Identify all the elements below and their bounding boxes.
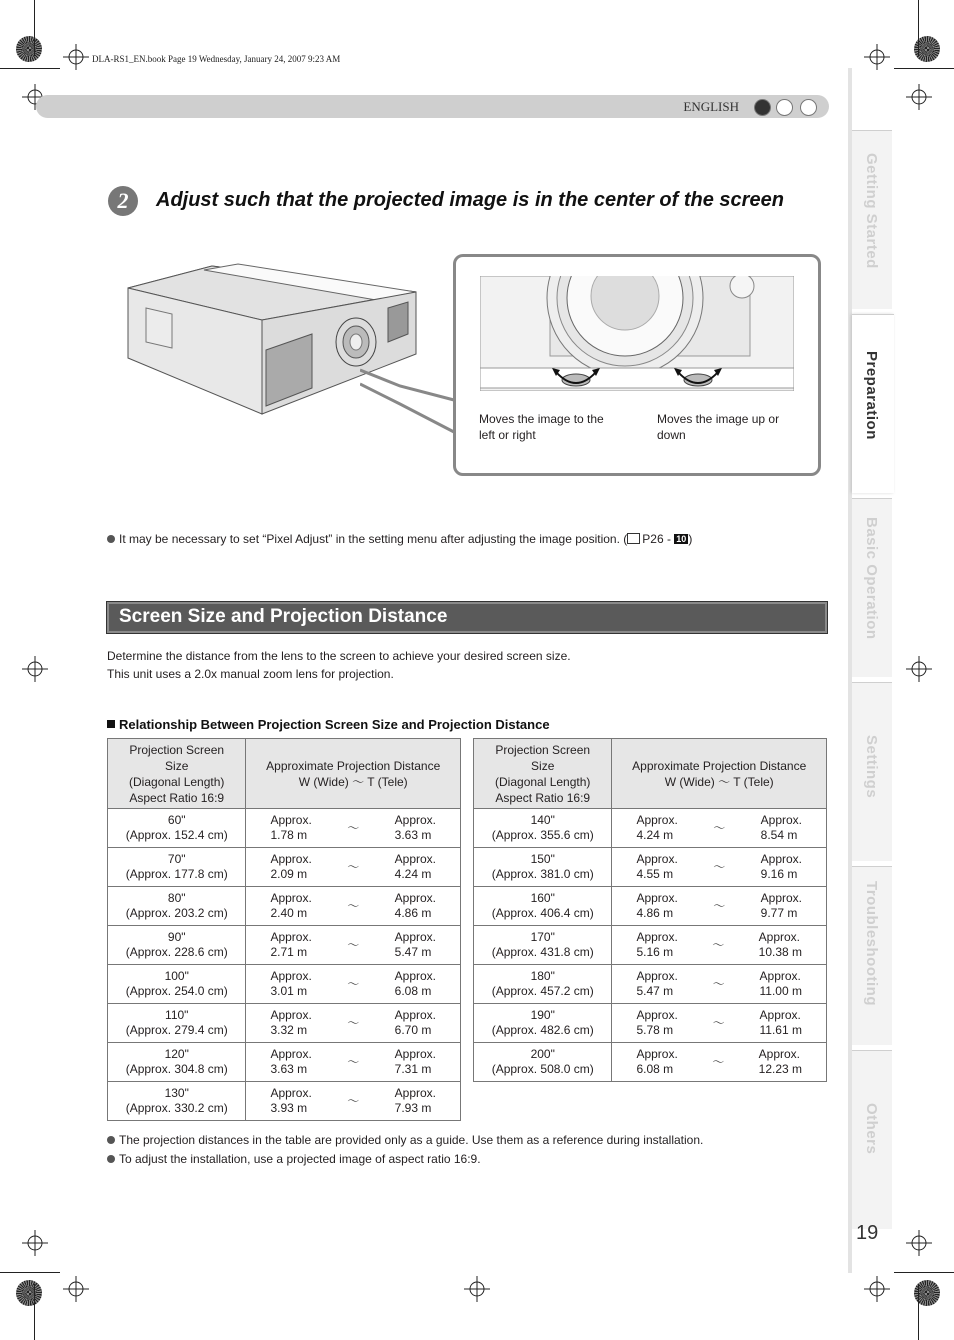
screen-size-cell: 100" (Approx. 254.0 cm) bbox=[108, 965, 246, 1004]
intro-line-2: This unit uses a 2.0x manual zoom lens for projection. bbox=[107, 667, 394, 681]
tele-distance: Approx. 3.63 m bbox=[394, 813, 436, 842]
distance-cell bbox=[612, 965, 827, 1004]
wide-distance: Approx. 5.16 m bbox=[636, 930, 678, 959]
language-label: ENGLISH bbox=[683, 99, 739, 114]
table-row bbox=[474, 926, 827, 965]
table-row bbox=[474, 1004, 827, 1043]
crop-line bbox=[34, 0, 35, 56]
screen-size-cell: 130" (Approx. 330.2 cm) bbox=[108, 1082, 246, 1121]
wide-distance: Approx. 2.71 m bbox=[270, 930, 312, 959]
wide-distance: Approx. 4.24 m bbox=[636, 813, 678, 842]
page-number: 19 bbox=[856, 1222, 879, 1244]
screen-size-cell: 60" (Approx. 152.4 cm) bbox=[108, 809, 246, 848]
tele-distance: Approx. 5.47 m bbox=[394, 930, 436, 959]
screen-size-cell: 140" (Approx. 355.6 cm) bbox=[474, 809, 612, 848]
wide-distance: Approx. 3.93 m bbox=[270, 1086, 312, 1115]
crop-line bbox=[918, 0, 919, 56]
screen-size-cell: 110" (Approx. 279.4 cm) bbox=[108, 1004, 246, 1043]
distance-cell bbox=[612, 809, 827, 848]
screen-size-cell: 160" (Approx. 406.4 cm) bbox=[474, 887, 612, 926]
wide-distance: Approx. 1.78 m bbox=[270, 813, 312, 842]
table-row bbox=[474, 887, 827, 926]
tele-distance: Approx. 7.93 m bbox=[394, 1086, 436, 1115]
table-subheading: Relationship Between Projection Screen Size and Projection Distance bbox=[107, 717, 550, 732]
caption-horizontal-shift: Moves the image to the left or right bbox=[479, 412, 604, 442]
wide-distance: Approx. 3.01 m bbox=[270, 969, 312, 998]
crosshair-icon bbox=[63, 1276, 89, 1302]
footnote-2: To adjust the installation, use a projected image of aspect ratio 16:9. bbox=[107, 1152, 481, 1166]
tab-others[interactable]: Others bbox=[852, 1050, 892, 1229]
print-info: DLA-RS1_EN.book Page 19 Wednesday, January 24, 2007 9:23 AM bbox=[92, 54, 341, 64]
wide-distance: Approx. 2.09 m bbox=[270, 852, 312, 881]
screen-size-cell: 80" (Approx. 203.2 cm) bbox=[108, 887, 246, 926]
tele-distance: Approx. 11.00 m bbox=[759, 969, 802, 998]
crop-line bbox=[0, 68, 60, 69]
wide-distance: Approx. 5.78 m bbox=[636, 1008, 678, 1037]
bullet-icon bbox=[107, 535, 115, 543]
distance-cell bbox=[246, 887, 461, 926]
tele-distance: Approx. 8.54 m bbox=[760, 813, 802, 842]
wide-distance: Approx. 3.63 m bbox=[270, 1047, 312, 1076]
screen-size-cell: 120" (Approx. 304.8 cm) bbox=[108, 1043, 246, 1082]
table-row bbox=[474, 965, 827, 1004]
range-tilde: ～ bbox=[347, 898, 360, 913]
range-tilde: ～ bbox=[712, 976, 725, 991]
tab-settings[interactable]: Settings bbox=[852, 682, 892, 861]
lens-shift-callout bbox=[453, 254, 821, 476]
screen-size-cell: 150" (Approx. 381.0 cm) bbox=[474, 848, 612, 887]
lens-closeup-illustration bbox=[480, 276, 794, 391]
tele-distance: Approx. 4.86 m bbox=[394, 891, 436, 920]
tele-distance: Approx. 9.77 m bbox=[760, 891, 802, 920]
range-tilde: ～ bbox=[713, 859, 726, 874]
screen-size-cell: 200" (Approx. 508.0 cm) bbox=[474, 1043, 612, 1082]
range-tilde: ～ bbox=[712, 1054, 725, 1069]
distance-cell bbox=[246, 1082, 461, 1121]
page-dot bbox=[800, 99, 817, 116]
bullet-icon bbox=[107, 1136, 115, 1144]
distance-cell bbox=[612, 887, 827, 926]
screen-size-cell: 180" (Approx. 457.2 cm) bbox=[474, 965, 612, 1004]
tele-distance: Approx. 9.16 m bbox=[760, 852, 802, 881]
crop-line bbox=[918, 1284, 919, 1340]
screen-size-cell: 90" (Approx. 228.6 cm) bbox=[108, 926, 246, 965]
range-tilde: ～ bbox=[347, 937, 360, 952]
distance-cell bbox=[246, 965, 461, 1004]
wide-distance: Approx. 4.55 m bbox=[636, 852, 678, 881]
crosshair-icon bbox=[22, 656, 48, 682]
section-header bbox=[106, 601, 828, 634]
crosshair-icon bbox=[464, 1276, 490, 1302]
tele-distance: Approx. 11.61 m bbox=[759, 1008, 802, 1037]
table-row bbox=[474, 848, 827, 887]
page-dot-filled bbox=[754, 99, 771, 116]
header-distance: Approximate Projection Distance W (Wide) ～ T (Tele) bbox=[612, 739, 827, 809]
step-title: Adjust such that the projected image is in the center of the screen bbox=[156, 189, 784, 211]
book-reference-icon bbox=[627, 533, 640, 544]
distance-cell bbox=[612, 848, 827, 887]
screen-size-cell: 70" (Approx. 177.8 cm) bbox=[108, 848, 246, 887]
range-tilde: ～ bbox=[347, 820, 360, 835]
table-row bbox=[108, 848, 461, 887]
range-tilde: ～ bbox=[712, 937, 725, 952]
distance-cell bbox=[612, 1004, 827, 1043]
footnote-1: The projection distances in the table are provided only as a guide. Use them as a reference during installation. bbox=[107, 1133, 703, 1147]
caption-vertical-shift: Moves the image up or down bbox=[657, 412, 780, 442]
distance-cell bbox=[612, 1043, 827, 1082]
table-row bbox=[108, 926, 461, 965]
wide-distance: Approx. 3.32 m bbox=[270, 1008, 312, 1037]
step-number: 2 bbox=[108, 186, 138, 216]
distance-cell bbox=[246, 1043, 461, 1082]
tele-distance: Approx. 6.70 m bbox=[394, 1008, 436, 1037]
tab-getting-started[interactable]: Getting Started bbox=[852, 130, 892, 309]
tab-preparation[interactable]: Preparation bbox=[852, 314, 894, 493]
crosshair-icon bbox=[63, 44, 89, 70]
bullet-icon bbox=[107, 1155, 115, 1163]
distance-cell bbox=[246, 926, 461, 965]
tele-distance: Approx. 7.31 m bbox=[394, 1047, 436, 1076]
crosshair-icon bbox=[864, 44, 890, 70]
table-row bbox=[108, 1004, 461, 1043]
tab-basic-operation[interactable]: Basic Operation bbox=[852, 498, 892, 677]
crosshair-icon bbox=[864, 1276, 890, 1302]
crop-line bbox=[0, 1272, 60, 1273]
range-tilde: ～ bbox=[347, 1054, 360, 1069]
table-row bbox=[108, 1043, 461, 1082]
square-bullet-icon bbox=[107, 720, 115, 728]
header-bar bbox=[36, 95, 829, 118]
distance-cell bbox=[246, 1004, 461, 1043]
range-tilde: ～ bbox=[713, 898, 726, 913]
distance-cell bbox=[612, 926, 827, 965]
wide-distance: Approx. 5.47 m bbox=[636, 969, 678, 998]
screen-size-cell: 190" (Approx. 482.6 cm) bbox=[474, 1004, 612, 1043]
range-tilde: ～ bbox=[347, 976, 360, 991]
crosshair-icon bbox=[22, 1230, 48, 1256]
tele-distance: Approx. 12.23 m bbox=[758, 1047, 802, 1076]
range-tilde: ～ bbox=[347, 1015, 360, 1030]
distance-cell bbox=[246, 809, 461, 848]
table-row bbox=[108, 809, 461, 848]
header-distance: Approximate Projection Distance W (Wide) ～ T (Tele) bbox=[246, 739, 461, 809]
table-row bbox=[474, 809, 827, 848]
wide-distance: Approx. 2.40 m bbox=[270, 891, 312, 920]
crop-line bbox=[34, 1284, 35, 1340]
wide-distance: Approx. 4.86 m bbox=[636, 891, 678, 920]
table-row bbox=[108, 965, 461, 1004]
chapter-tabs bbox=[848, 68, 954, 1273]
registration-disc-bottom-left bbox=[16, 1280, 42, 1306]
header-screen-size: Projection Screen Size (Diagonal Length) Aspect Ratio 16:9 bbox=[108, 739, 246, 809]
header-screen-size: Projection Screen Size (Diagonal Length) Aspect Ratio 16:9 bbox=[474, 739, 612, 809]
tele-distance: Approx. 4.24 m bbox=[394, 852, 436, 881]
range-tilde: ～ bbox=[347, 1093, 360, 1108]
section-title: Screen Size and Projection Distance bbox=[119, 606, 448, 627]
tele-distance: Approx. 6.08 m bbox=[394, 969, 436, 998]
screen-size-cell: 170" (Approx. 431.8 cm) bbox=[474, 926, 612, 965]
tab-troubleshooting[interactable]: Troubleshooting bbox=[852, 866, 892, 1045]
note-pixel-adjust: It may be necessary to set “Pixel Adjust” in the setting menu after adjusting the image position. ( P26 - 10 ) bbox=[107, 532, 692, 546]
range-tilde: ～ bbox=[713, 820, 726, 835]
distance-table-left bbox=[107, 738, 461, 1121]
range-tilde: ～ bbox=[712, 1015, 725, 1030]
tele-distance: Approx. 10.38 m bbox=[758, 930, 802, 959]
table-row bbox=[108, 1082, 461, 1121]
table-row bbox=[474, 1043, 827, 1082]
wide-distance: Approx. 6.08 m bbox=[636, 1047, 678, 1076]
registration-disc-top-left bbox=[16, 36, 42, 62]
page-dot bbox=[776, 99, 793, 116]
range-tilde: ～ bbox=[347, 859, 360, 874]
distance-cell bbox=[246, 848, 461, 887]
intro-line-1: Determine the distance from the lens to the screen to achieve your desired screen size. bbox=[107, 649, 571, 663]
table-row bbox=[108, 887, 461, 926]
callout-leader bbox=[360, 360, 460, 440]
distance-table-right bbox=[473, 738, 827, 1082]
